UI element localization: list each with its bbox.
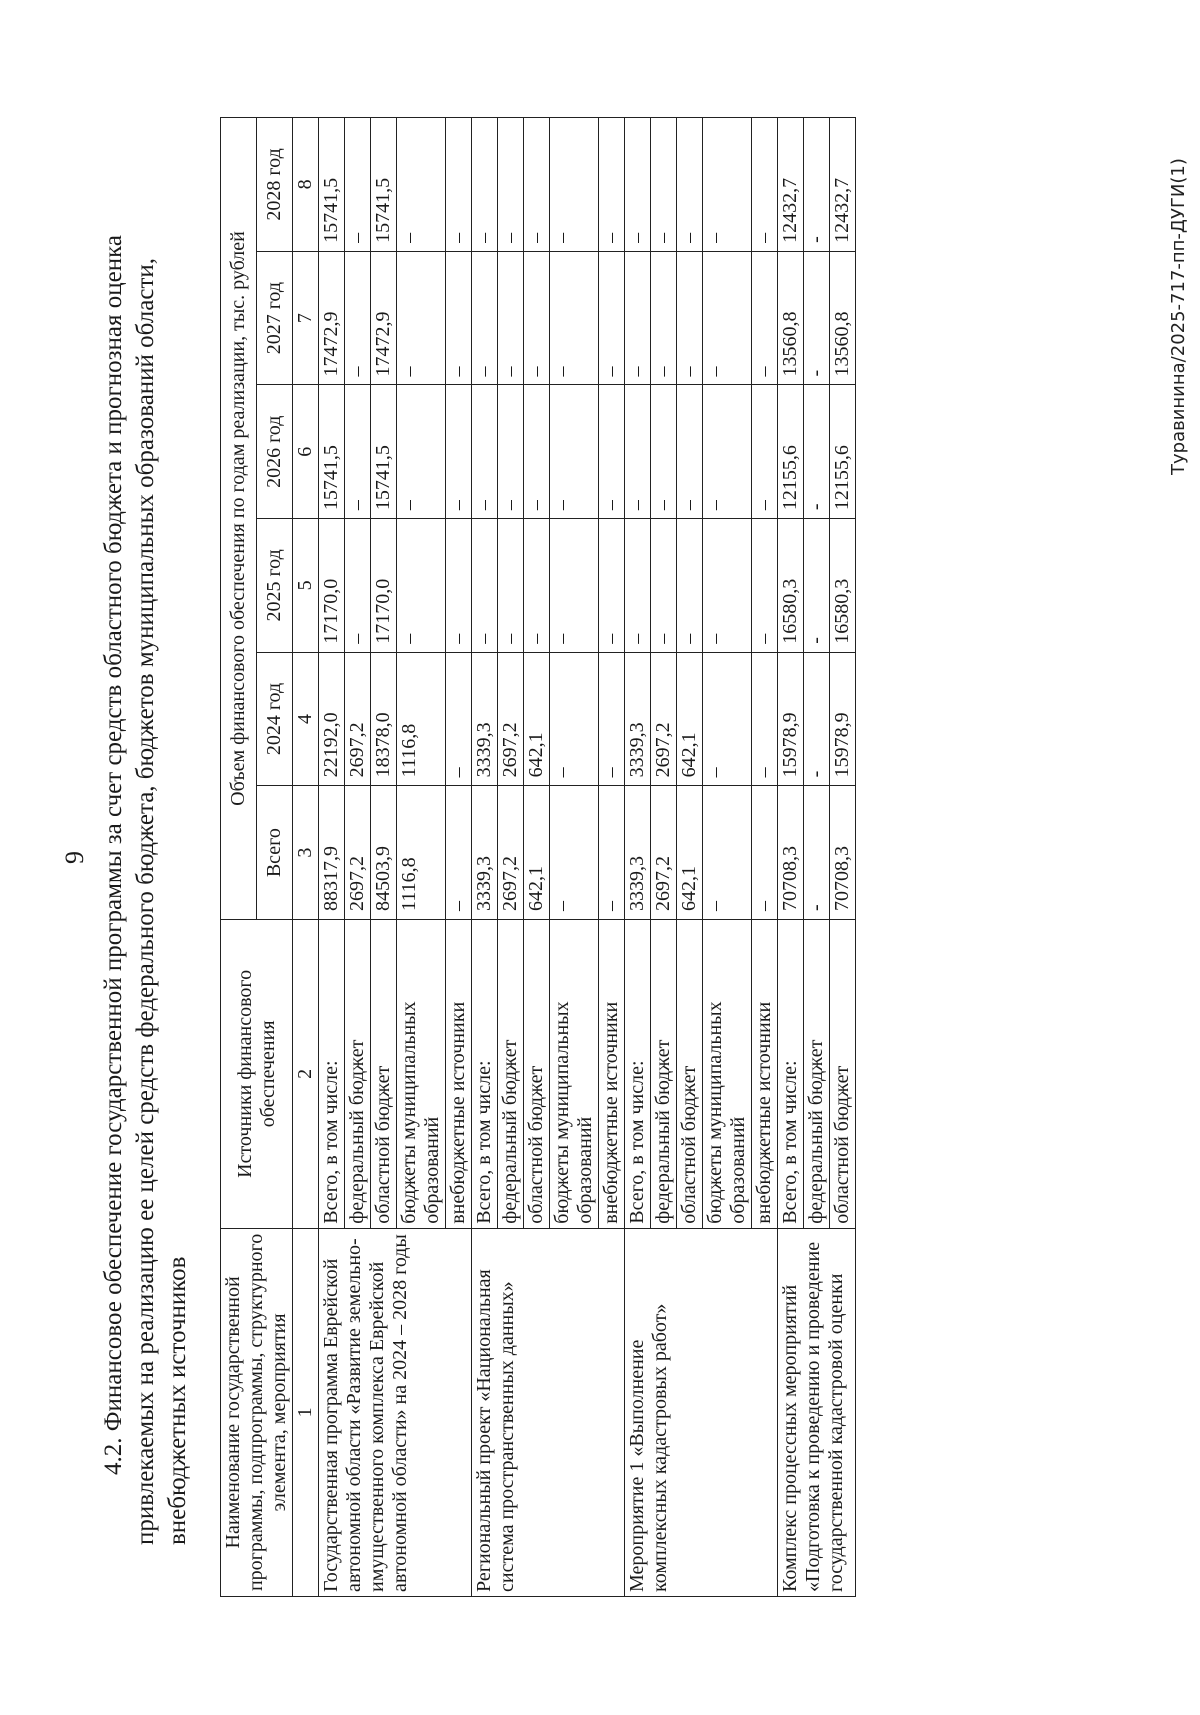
amount-cell: 2697,2 [498,786,524,920]
section-heading [98,45,194,1545]
amount-cell: – [550,652,599,786]
amount-cell: – [472,251,498,385]
amount-cell: – [498,385,524,519]
amount-cell: 70708,3 [830,786,856,920]
amount-cell: - [804,385,830,519]
amount-cell: – [677,385,703,519]
amount-cell: – [345,519,371,653]
table-row [625,118,651,1597]
page-number: 9 [60,851,89,864]
amount-cell: 18378,0 [371,652,397,786]
column-number: 3 [293,786,319,920]
amount-cell: – [703,118,752,252]
column-number: 4 [293,652,319,786]
amount-cell: – [703,652,752,786]
amount-cell: - [804,652,830,786]
amount-cell: – [498,519,524,653]
amount-cell: – [625,385,651,519]
amount-cell: – [651,385,677,519]
amount-cell: 13560,8 [830,251,856,385]
funding-source: федеральный бюджет [345,919,371,1228]
funding-source: Всего, в том числе: [319,919,345,1228]
funding-source: бюджеты муниципальных образований [703,919,752,1228]
funding-source: внебюджетные источники [752,919,778,1228]
amount-cell: – [752,385,778,519]
header-total: Всего [257,786,293,920]
amount-cell: – [677,251,703,385]
amount-cell: 17170,0 [319,519,345,653]
amount-cell: – [472,385,498,519]
table-row [472,118,498,1597]
amount-cell: 12155,6 [830,385,856,519]
amount-cell: 15741,5 [319,385,345,519]
funding-source: бюджеты муниципальных образований [397,919,446,1228]
header-year: 2027 год [257,251,293,385]
header-volume-group [221,118,257,920]
amount-cell: – [446,385,472,519]
amount-cell: 88317,9 [319,786,345,920]
amount-cell: – [703,786,752,920]
amount-cell: - [804,519,830,653]
amount-cell: 12432,7 [778,118,804,252]
amount-cell: – [599,786,625,920]
amount-cell: – [524,251,550,385]
column-number: 2 [293,919,319,1228]
amount-cell: – [625,118,651,252]
amount-cell: – [752,251,778,385]
amount-cell: – [446,118,472,252]
amount-cell: 22192,0 [319,652,345,786]
amount-cell: – [599,519,625,653]
funding-source: областной бюджет [830,919,856,1228]
amount-cell: – [677,118,703,252]
amount-cell: 17170,0 [371,519,397,653]
amount-cell: – [524,385,550,519]
amount-cell: 642,1 [524,652,550,786]
funding-source: Всего, в том числе: [778,919,804,1228]
amount-cell: 13560,8 [778,251,804,385]
amount-cell: 1116,8 [397,786,446,920]
heading-line: 4.2. Финансовое обеспечение государственной программы за счет средств областного бюджета и прогнозная оценка [100,235,127,1475]
amount-cell: - [804,251,830,385]
funding-source: областной бюджет [524,919,550,1228]
amount-cell: – [651,519,677,653]
unit-note: тыс. рублей [227,231,249,331]
amount-cell: 642,1 [524,786,550,920]
amount-cell: – [498,118,524,252]
column-number: 8 [293,118,319,252]
heading-line: привлекаемых на реализацию ее целей средств федерального бюджета, бюджетов муниципальных образований области, [132,258,159,1545]
amount-cell: – [703,385,752,519]
amount-cell: – [550,118,599,252]
column-number-row [293,118,319,1597]
amount-cell: – [625,519,651,653]
amount-cell: 2697,2 [498,652,524,786]
amount-cell: – [524,519,550,653]
header-year: 2026 год [257,385,293,519]
amount-cell: – [752,118,778,252]
amount-cell: 3339,3 [625,786,651,920]
header-year: 2028 год [257,118,293,252]
amount-cell: 3339,3 [625,652,651,786]
amount-cell: – [703,519,752,653]
column-number: 1 [293,1228,319,1596]
table-body [319,118,856,1597]
amount-cell: – [599,118,625,252]
amount-cell: 16580,3 [778,519,804,653]
amount-cell: – [550,251,599,385]
amount-cell: 70708,3 [778,786,804,920]
amount-cell: 642,1 [677,652,703,786]
amount-cell: – [446,652,472,786]
amount-cell: – [446,786,472,920]
amount-cell: 12155,6 [778,385,804,519]
program-element-name: Региональный проект «Национальная система пространственных данных» [472,1228,625,1596]
amount-cell: – [550,385,599,519]
amount-cell: – [472,118,498,252]
amount-cell: 2697,2 [651,652,677,786]
amount-cell: – [498,251,524,385]
header-year: 2025 год [257,519,293,653]
amount-cell: 642,1 [677,786,703,920]
amount-cell: – [651,118,677,252]
header-year: 2024 год [257,652,293,786]
amount-cell: – [752,652,778,786]
funding-source: областной бюджет [677,919,703,1228]
amount-cell: 17472,9 [371,251,397,385]
amount-cell: 2697,2 [345,786,371,920]
amount-cell: – [550,519,599,653]
header-name: Наименование государственной программы, подпрограммы, структурного элемента, мероприятия [221,1228,293,1596]
funding-source: бюджеты муниципальных образований [550,919,599,1228]
column-number: 5 [293,519,319,653]
amount-cell: – [397,251,446,385]
amount-cell: - [804,118,830,252]
amount-cell: 15741,5 [371,385,397,519]
table-row [778,118,804,1597]
amount-cell: – [345,251,371,385]
amount-cell: – [446,251,472,385]
funding-source: внебюджетные источники [446,919,472,1228]
amount-cell: 1116,8 [397,652,446,786]
funding-source: федеральный бюджет [804,919,830,1228]
amount-cell: 17472,9 [319,251,345,385]
column-number: 6 [293,385,319,519]
amount-cell: – [752,786,778,920]
amount-cell: 15741,5 [319,118,345,252]
header-source: Источники финансового обеспечения [221,919,293,1228]
funding-source: областной бюджет [371,919,397,1228]
funding-source: Всего, в том числе: [472,919,498,1228]
funding-source: Всего, в том числе: [625,919,651,1228]
amount-cell: 3339,3 [472,652,498,786]
amount-cell: – [345,385,371,519]
amount-cell: – [550,786,599,920]
amount-cell: – [345,118,371,252]
amount-cell: 2697,2 [345,652,371,786]
heading-line: внебюджетных источников [164,1256,191,1545]
funding-source: федеральный бюджет [651,919,677,1228]
amount-cell: – [599,652,625,786]
amount-cell: – [524,118,550,252]
amount-cell: – [651,251,677,385]
amount-cell: – [397,385,446,519]
amount-cell: 15978,9 [830,652,856,786]
program-element-name: Комплекс процессных мероприятий «Подготовка к проведению и проведение государственной кадастровой оценки [778,1228,856,1596]
amount-cell: – [677,519,703,653]
program-element-name: Мероприятие 1 «Выполнение комплексных кадастровых работ» [625,1228,778,1596]
program-element-name: Государственная программа Еврейской автономной области «Развитие земельно-имущественного комплекса Еврейской автономной области» на 2024 – 2028 годы [319,1228,472,1596]
table-row [319,118,345,1597]
amount-cell: – [752,519,778,653]
amount-cell: 15741,5 [371,118,397,252]
amount-cell: – [397,118,446,252]
column-number: 7 [293,251,319,385]
amount-cell: – [472,519,498,653]
funding-source: федеральный бюджет [498,919,524,1228]
amount-cell: – [625,251,651,385]
header-volume-text: Объем финансового обеспечения по годам реализации, [227,335,249,806]
amount-cell: – [599,385,625,519]
amount-cell: 12432,7 [830,118,856,252]
funding-source: внебюджетные источники [599,919,625,1228]
amount-cell: 2697,2 [651,786,677,920]
amount-cell: - [804,786,830,920]
amount-cell: 16580,3 [830,519,856,653]
amount-cell: – [397,519,446,653]
amount-cell: 3339,3 [472,786,498,920]
amount-cell: 84503,9 [371,786,397,920]
amount-cell: – [703,251,752,385]
amount-cell: 15978,9 [778,652,804,786]
amount-cell: – [599,251,625,385]
amount-cell: – [446,519,472,653]
document-footer: Туравинина/2025-717-пп-ДУГИ(1) [1168,158,1189,475]
financing-table [220,117,856,1597]
